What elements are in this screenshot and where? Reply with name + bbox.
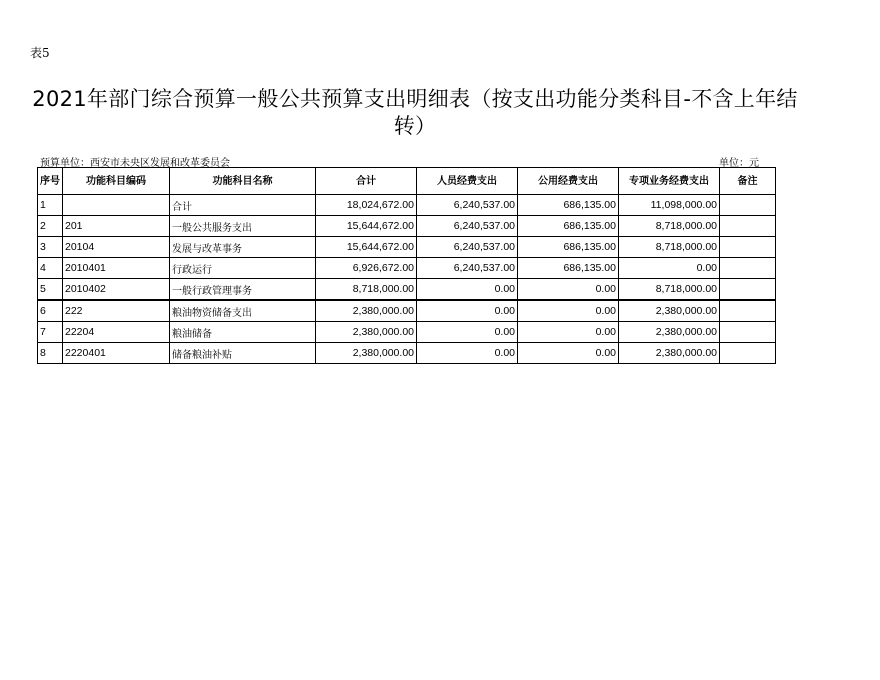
cell-special: 2,380,000.00 [619, 300, 720, 322]
cell-public: 0.00 [518, 300, 619, 322]
table-row [38, 322, 776, 343]
cell-personnel: 0.00 [417, 343, 518, 364]
cell-seq: 6 [38, 300, 63, 322]
cell-personnel: 6,240,537.00 [417, 195, 518, 216]
cell-name: 储备粮油补贴 [170, 343, 316, 364]
cell-special: 8,718,000.00 [619, 237, 720, 258]
cell-total: 15,644,672.00 [316, 216, 417, 237]
cell-total: 8,718,000.00 [316, 279, 417, 301]
cell-seq: 7 [38, 322, 63, 343]
cell-name: 粮油储备 [170, 322, 316, 343]
table-row [38, 258, 776, 279]
cell-seq: 3 [38, 237, 63, 258]
cell-code: 22204 [63, 322, 170, 343]
cell-seq: 5 [38, 279, 63, 301]
cell-special: 2,380,000.00 [619, 322, 720, 343]
header-public: 公用经费支出 [518, 168, 619, 195]
cell-total: 18,024,672.00 [316, 195, 417, 216]
cell-code: 222 [63, 300, 170, 322]
cell-name: 合计 [170, 195, 316, 216]
cell-special: 8,718,000.00 [619, 279, 720, 301]
cell-total: 2,380,000.00 [316, 343, 417, 364]
cell-code: 2010402 [63, 279, 170, 301]
cell-remark [720, 237, 776, 258]
cell-name: 行政运行 [170, 258, 316, 279]
cell-code [63, 195, 170, 216]
cell-remark [720, 279, 776, 301]
cell-name: 粮油物资储备支出 [170, 300, 316, 322]
cell-special: 2,380,000.00 [619, 343, 720, 364]
cell-remark [720, 322, 776, 343]
cell-special: 11,098,000.00 [619, 195, 720, 216]
cell-special: 0.00 [619, 258, 720, 279]
cell-name: 发展与改革事务 [170, 237, 316, 258]
cell-total: 15,644,672.00 [316, 237, 417, 258]
cell-personnel: 0.00 [417, 279, 518, 301]
cell-personnel: 0.00 [417, 322, 518, 343]
cell-public: 0.00 [518, 279, 619, 301]
cell-public: 686,135.00 [518, 258, 619, 279]
cell-personnel: 0.00 [417, 300, 518, 322]
cell-remark [720, 300, 776, 322]
table-number-label: 表5 [30, 46, 50, 60]
cell-seq: 1 [38, 195, 63, 216]
cell-public: 0.00 [518, 322, 619, 343]
cell-personnel: 6,240,537.00 [417, 216, 518, 237]
cell-remark [720, 195, 776, 216]
cell-code: 2220401 [63, 343, 170, 364]
cell-public: 686,135.00 [518, 237, 619, 258]
cell-public: 686,135.00 [518, 195, 619, 216]
cell-personnel: 6,240,537.00 [417, 258, 518, 279]
header-code: 功能科目编码 [63, 168, 170, 195]
cell-public: 686,135.00 [518, 216, 619, 237]
cell-total: 2,380,000.00 [316, 322, 417, 343]
page-title: 2021年部门综合预算一般公共预算支出明细表（按支出功能分类科目-不含上年结转） [32, 87, 798, 138]
table-row [38, 343, 776, 364]
header-remark: 备注 [720, 168, 776, 195]
cell-remark [720, 216, 776, 237]
header-total: 合计 [316, 168, 417, 195]
table-row [38, 300, 776, 322]
header-seq: 序号 [38, 168, 63, 195]
cell-name: 一般公共服务支出 [170, 216, 316, 237]
header-name: 功能科目名称 [170, 168, 316, 195]
cell-code: 201 [63, 216, 170, 237]
cell-total: 6,926,672.00 [316, 258, 417, 279]
table-row [38, 237, 776, 258]
cell-code: 2010401 [63, 258, 170, 279]
cell-name: 一般行政管理事务 [170, 279, 316, 301]
table-row [38, 279, 776, 301]
cell-code: 20104 [63, 237, 170, 258]
table-header-row [38, 168, 776, 195]
cell-remark [720, 258, 776, 279]
budget-unit-label: 预算单位：西安市未央区发展和改革委员会 [40, 158, 230, 169]
table-row [38, 195, 776, 216]
header-personnel: 人员经费支出 [417, 168, 518, 195]
currency-unit-label: 单位：元 [719, 158, 759, 169]
cell-public: 0.00 [518, 343, 619, 364]
table-row [38, 216, 776, 237]
cell-seq: 4 [38, 258, 63, 279]
header-special: 专项业务经费支出 [619, 168, 720, 195]
cell-total: 2,380,000.00 [316, 300, 417, 322]
cell-special: 8,718,000.00 [619, 216, 720, 237]
budget-detail-table [37, 167, 776, 364]
cell-remark [720, 343, 776, 364]
cell-seq: 8 [38, 343, 63, 364]
cell-seq: 2 [38, 216, 63, 237]
cell-personnel: 6,240,537.00 [417, 237, 518, 258]
